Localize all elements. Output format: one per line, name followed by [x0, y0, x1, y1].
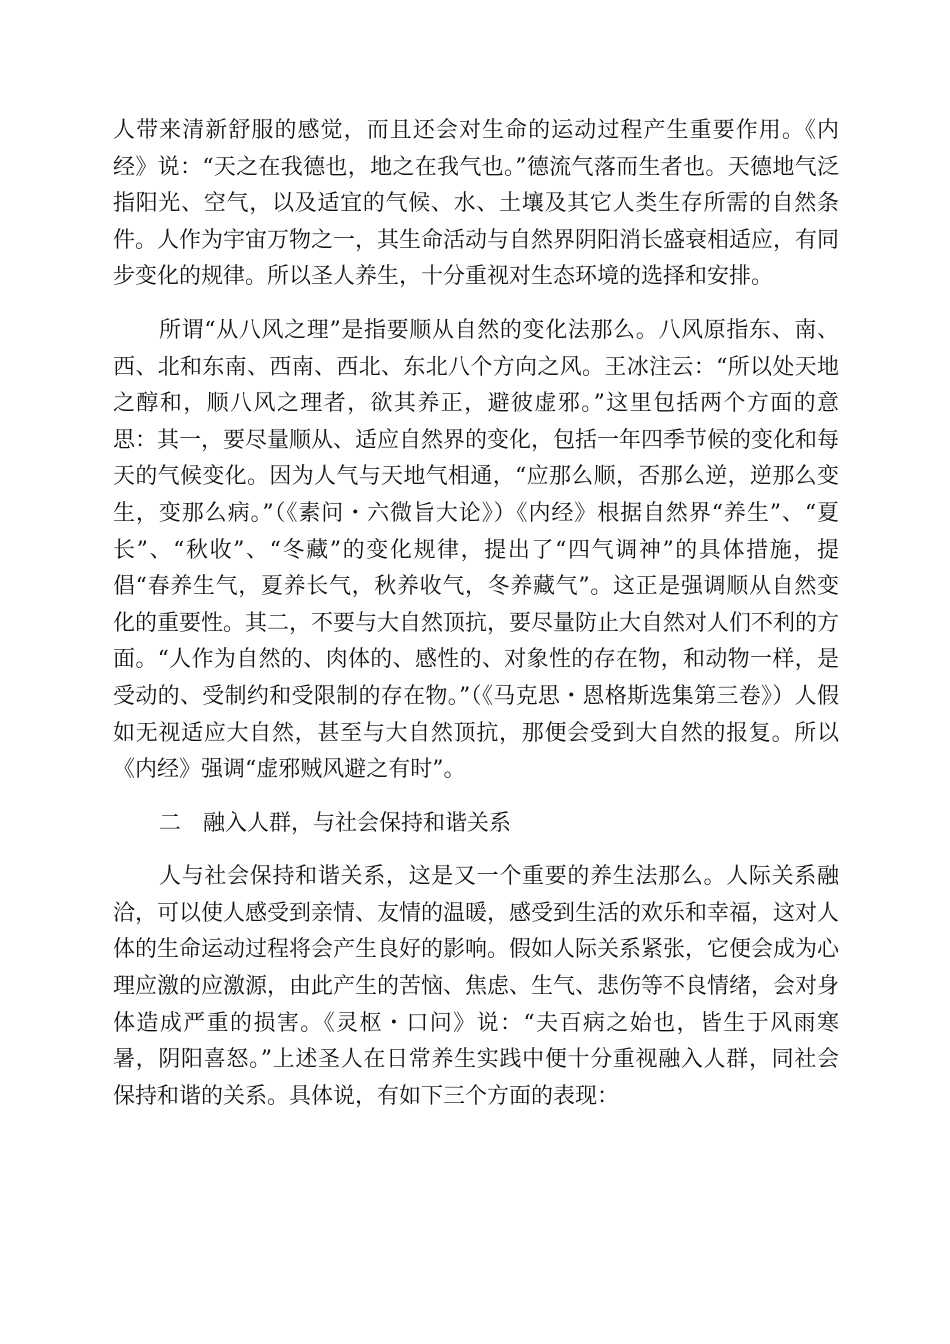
- section-heading: 二 融入人群，与社会保持和谐关系: [159, 810, 512, 836]
- paragraph-continuation: 人带来清新舒服的感觉，而且还会对生命的运动过程产生重要作用。《内经》说：“天之在我德也，地之在我气也。”德流气落而生者也。天德地气泛指阳光、空气，以及适宜的气候、水、土壤及其它人类生存所需的自然条件。人作为宇宙万物之一，其生命活动与自然界阴阳消长盛衰相适应，有同步变化的规律。所以圣人养生，十分重视对生态环境的选择和安排。: [113, 118, 840, 290]
- paragraph-social-harmony: 人与社会保持和谐关系，这是又一个重要的养生法那么。人际关系融洽，可以使人感受到亲情、友情的温暖，感受到生活的欢乐和幸福，这对人体的生命运动过程将会产生良好的影响。假如人际关系紧张，它便会成为心理应激的应激源，由此产生的苦恼、焦虑、生气、悲伤等不良情绪，会对身体造成严重的损害。《灵枢・口问》说：“夫百病之始也，皆生于风雨寒暑，阴阳喜怒。”上述圣人在日常养生实践中便十分重视融入人群，同社会保持和谐的关系。具体说，有如下三个方面的表现：: [113, 864, 840, 1109]
- document-body: [113, 113, 839, 1115]
- paragraph-gap: [113, 842, 839, 859]
- paragraph-gap: [113, 296, 839, 313]
- paragraph-gap: [113, 789, 839, 806]
- paragraph-eight-winds: 所谓“从八风之理”是指要顺从自然的变化法那么。八风原指东、南、西、北和东南、西南、西北、东北八个方向之风。王冰注云：“所以处天地之醇和，顺八风之理者，欲其养正，避彼虚邪。”这里包括两个方面的意思：其一，要尽量顺从、适应自然界的变化，包括一年四季节候的变化和每天的气候变化。因为人气与天地气相通，“应那么顺，否那么逆，逆那么变生，变那么病。”（《素问・六微旨大论》）《内经》根据自然界“养生”、“夏长”、“秋收”、“冬藏”的变化规律，提出了“四气调神”的具体措施，提倡“春养生气，夏养长气，秋养收气，冬养藏气”。这正是强调顺从自然变化的重要性。其二，不要与大自然顶抗，要尽量防止大自然对人们不利的方面。“人作为自然的、肉体的、感性的、对象性的存在物，和动物一样，是受动的、受制约和受限制的存在物。”（《马克思・恩格斯选集第三卷》）人假如无视适应大自然，甚至与大自然顶抗，那便会受到大自然的报复。所以《内经》强调“虚邪贼风避之有时”。: [113, 317, 840, 783]
